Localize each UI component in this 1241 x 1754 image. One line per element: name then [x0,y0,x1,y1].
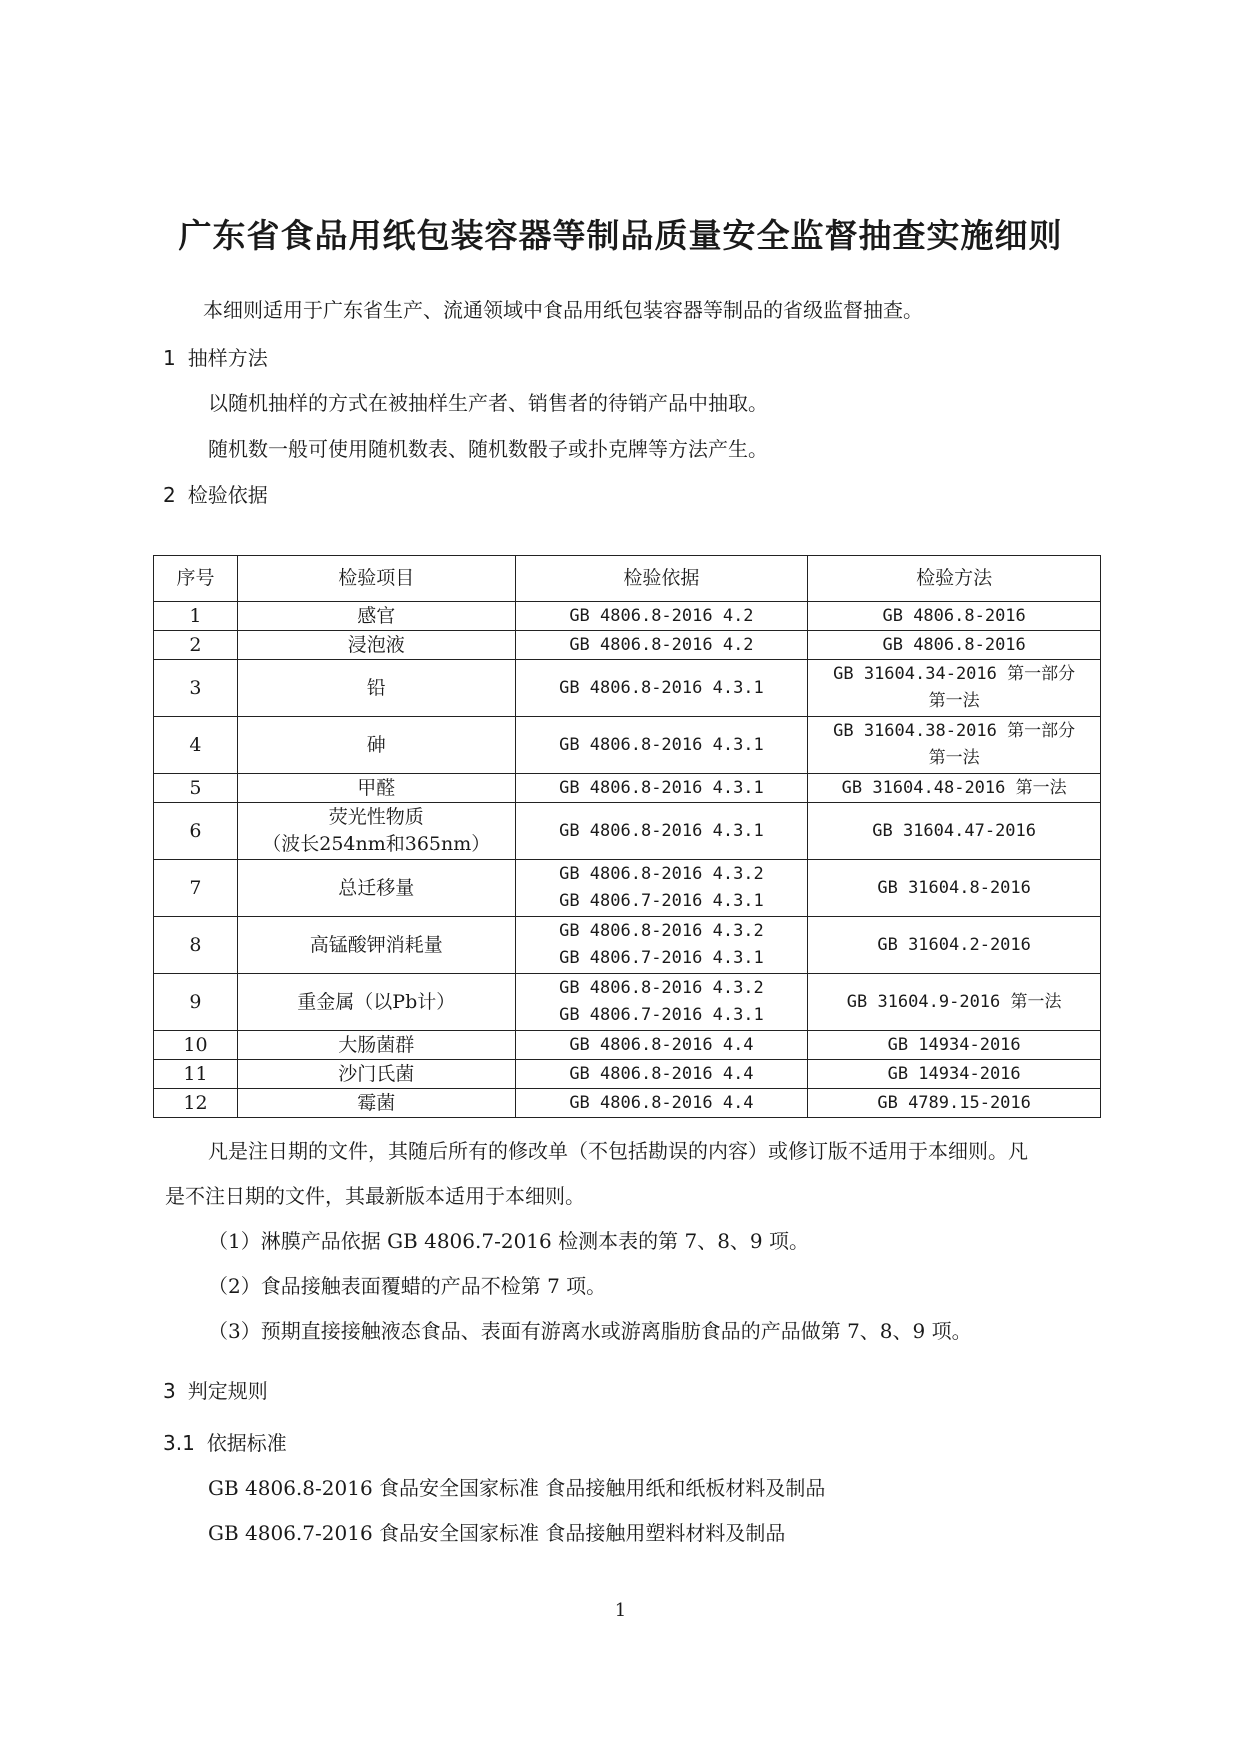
cell-basis [515,631,808,660]
table-header-row [154,556,1101,602]
cell-no [154,602,238,631]
section-title: 判定规则 [187,1379,268,1403]
cell-no [154,717,238,774]
cell-method-text: GB 14934-2016 [887,1034,1021,1055]
table-row [154,860,1101,917]
cell-no [154,774,238,803]
cell-basis-text: GB 4806.8-2016 4.4 [569,1092,754,1113]
table-row [154,631,1101,660]
cell-item-text: 甲醛 [357,776,396,799]
cell-item [237,917,515,974]
table-row [154,602,1101,631]
cell-basis-text: GB 4806.8-2016 4.3.2 [559,864,764,884]
cell-item [237,774,515,803]
cell-basis-text: GB 4806.7-2016 4.3.1 [559,891,764,911]
cell-item-text: 浸泡液 [347,633,405,656]
cell-method [808,917,1101,974]
cell-no [154,660,238,717]
cell-method [808,774,1101,803]
cell-method-text: GB 31604.34-2016 第一部分 [833,664,1076,684]
section-title: 抽样方法 [187,346,268,370]
cell-item-text: 总迁移量 [338,876,415,899]
cell-basis-text: GB 4806.7-2016 4.3.1 [559,1005,764,1025]
cell-no-text: 10 [183,1033,208,1056]
cell-method-text: GB 31604.2-2016 [877,934,1031,955]
cell-method [808,1089,1101,1118]
cell-basis [515,717,808,774]
cell-method [808,660,1101,717]
cell-no-text: 5 [189,776,202,799]
section-3-heading [163,1377,268,1405]
subsection-number: 3.1 [163,1431,195,1455]
cell-basis-text: GB 4806.8-2016 4.3.1 [559,820,764,841]
cell-method-text: 第一法 [928,748,980,768]
cell-item [237,660,515,717]
note-1: （1）淋膜产品依据 GB 4806.7-2016 检测本表的第 7、8、9 项。 [208,1229,809,1253]
cell-item [237,1089,515,1118]
subsection-title: 依据标准 [206,1431,287,1455]
table-row [154,1089,1101,1118]
table-row [154,917,1101,974]
cell-no-text: 9 [189,990,202,1013]
cell-method [808,974,1101,1031]
cell-basis [515,974,808,1031]
cell-basis-text: GB 4806.8-2016 4.2 [569,605,754,626]
cell-basis-text: GB 4806.8-2016 4.4 [569,1063,754,1084]
cell-basis-text: GB 4806.8-2016 4.3.1 [559,777,764,798]
sampling-paragraph-1: 以随机抽样的方式在被抽样生产者、销售者的待销产品中抽取。 [208,391,768,415]
column-header-no: 序号 [154,556,238,602]
cell-item-text: 高锰酸钾消耗量 [309,933,443,956]
column-header-basis: 检验依据 [515,556,808,602]
cell-basis [515,1060,808,1089]
cell-method-text: GB 4806.8-2016 [882,634,1026,655]
cell-method-text: GB 31604.48-2016 第一法 [841,777,1067,798]
cell-item-text: 荧光性物质 [328,806,424,828]
intro-paragraph: 本细则适用于广东省生产、流通领域中食品用纸包装容器等制品的省级监督抽查。 [203,298,923,322]
cell-method [808,631,1101,660]
cell-basis-text: GB 4806.8-2016 4.2 [569,634,754,655]
cell-no-text: 2 [189,633,202,656]
sampling-paragraph-2: 随机数一般可使用随机数表、随机数骰子或扑克牌等方法产生。 [208,437,768,461]
cell-basis-text: GB 4806.8-2016 4.3.1 [559,734,764,755]
note-3: （3）预期直接接触液态食品、表面有游离水或游离脂肪食品的产品做第 7、8、9 项。 [208,1319,972,1343]
section-number: 3 [163,1379,176,1403]
standard-1: GB 4806.8-2016 食品安全国家标准 食品接触用纸和纸板材料及制品 [208,1476,826,1500]
cell-no [154,1031,238,1060]
cell-no [154,631,238,660]
cell-basis [515,917,808,974]
cell-basis [515,1031,808,1060]
cell-item [237,631,515,660]
standard-2: GB 4806.7-2016 食品安全国家标准 食品接触用塑料材料及制品 [208,1521,786,1545]
cell-method [808,1031,1101,1060]
cell-no-text: 6 [189,819,202,842]
cell-basis-text: GB 4806.8-2016 4.3.2 [559,978,764,998]
cell-item [237,803,515,860]
cell-item-text: 砷 [366,733,386,756]
cell-method-text: GB 31604.38-2016 第一部分 [833,721,1076,741]
cell-method [808,860,1101,917]
cell-item-text: 霉菌 [357,1091,396,1114]
cell-method [808,717,1101,774]
cell-item [237,717,515,774]
cell-item [237,602,515,631]
cell-method [808,803,1101,860]
table-row [154,660,1101,717]
cell-basis-text: GB 4806.7-2016 4.3.1 [559,948,764,968]
cell-method-text: GB 4789.15-2016 [877,1092,1031,1113]
table-row [154,803,1101,860]
cell-method-text: GB 31604.8-2016 [877,877,1031,898]
cell-item [237,974,515,1031]
column-header-item: 检验项目 [237,556,515,602]
cell-item-text: （波长254nm和365nm） [262,833,491,855]
cell-item [237,860,515,917]
section-number: 2 [163,483,176,507]
table-row [154,974,1101,1031]
cell-basis [515,774,808,803]
cell-basis-text: GB 4806.8-2016 4.3.1 [559,677,764,698]
cell-item-text: 沙门氏菌 [338,1062,415,1085]
cell-method-text: 第一法 [928,691,980,711]
notes-paragraph-line-1: 凡是注日期的文件，其随后所有的修改单（不包括勘误的内容）或修订版不适用于本细则。凡 [208,1139,1028,1163]
section-title: 检验依据 [187,483,268,507]
cell-method [808,602,1101,631]
cell-method-text: GB 31604.47-2016 [872,820,1037,841]
cell-basis [515,660,808,717]
section-2-heading [163,481,268,509]
table-row [154,1060,1101,1089]
note-2: （2）食品接触表面覆蜡的产品不检第 7 项。 [208,1274,607,1298]
cell-method-text: GB 4806.8-2016 [882,605,1026,626]
cell-no [154,974,238,1031]
cell-no-text: 3 [189,676,202,699]
cell-no-text: 1 [189,604,202,627]
table-row [154,774,1101,803]
cell-no [154,803,238,860]
table-row [154,1031,1101,1060]
cell-method-text: GB 14934-2016 [887,1063,1021,1084]
cell-no-text: 11 [183,1062,208,1085]
section-1-heading [163,344,268,372]
cell-method [808,1060,1101,1089]
cell-item [237,1060,515,1089]
cell-item-text: 重金属（以Pb计） [297,990,456,1013]
table-row [154,717,1101,774]
cell-no-text: 4 [189,733,202,756]
cell-method-text: GB 31604.9-2016 第一法 [846,991,1062,1012]
cell-no-text: 7 [189,876,202,899]
cell-item-text: 感官 [357,604,396,627]
cell-no [154,917,238,974]
column-header-method: 检验方法 [808,556,1101,602]
cell-basis [515,1089,808,1118]
section-number: 1 [163,346,176,370]
cell-no [154,860,238,917]
cell-item-text: 大肠菌群 [338,1033,415,1056]
document-title: 广东省食品用纸包装容器等制品质量安全监督抽查实施细则 [178,216,1063,255]
subsection-3-1-heading [163,1429,287,1457]
cell-no-text: 8 [189,933,202,956]
cell-basis-text: GB 4806.8-2016 4.3.2 [559,921,764,941]
cell-item [237,1031,515,1060]
cell-basis [515,860,808,917]
cell-basis [515,803,808,860]
cell-no [154,1060,238,1089]
cell-no [154,1089,238,1118]
inspection-table [153,555,1101,1118]
notes-paragraph-line-2: 是不注日期的文件，其最新版本适用于本细则。 [165,1184,585,1208]
cell-no-text: 12 [183,1091,208,1114]
cell-basis [515,602,808,631]
page-number: 1 [614,1600,627,1621]
cell-item-text: 铅 [366,676,386,699]
cell-basis-text: GB 4806.8-2016 4.4 [569,1034,754,1055]
